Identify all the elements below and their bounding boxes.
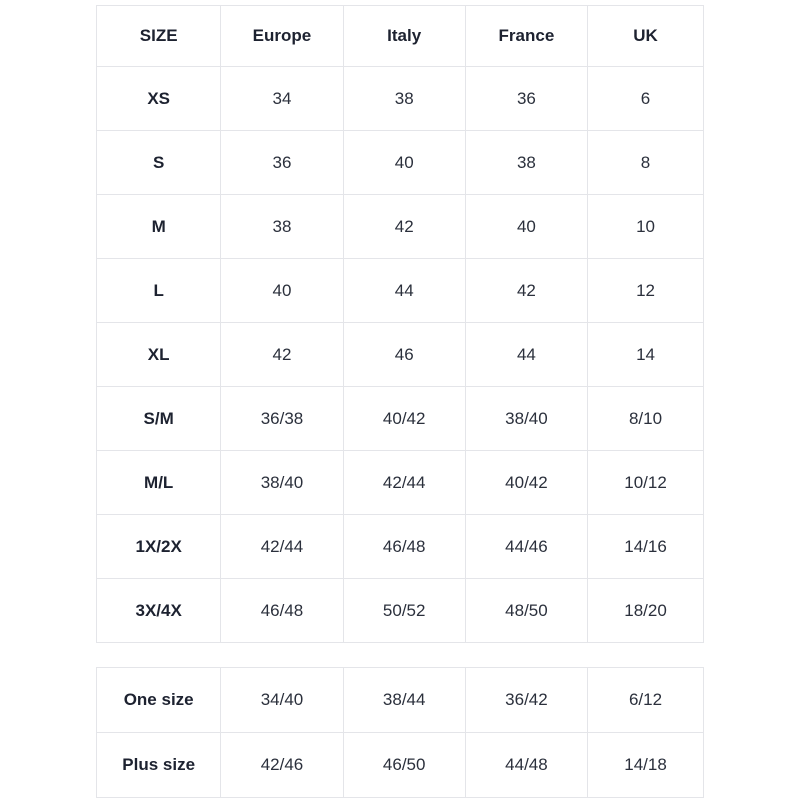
cell-uk: 10 — [588, 195, 704, 259]
row-label: M/L — [97, 451, 221, 515]
table-row — [97, 387, 704, 451]
cell-france: 38 — [465, 131, 587, 195]
column-header-europe: Europe — [221, 6, 343, 67]
table-row — [97, 579, 704, 643]
column-header-uk: UK — [588, 6, 704, 67]
table-row — [97, 323, 704, 387]
cell-italy: 46/48 — [343, 515, 465, 579]
cell-france: 42 — [465, 259, 587, 323]
cell-uk: 8 — [588, 131, 704, 195]
column-header-size: SIZE — [97, 6, 221, 67]
cell-uk: 12 — [588, 259, 704, 323]
cell-europe: 40 — [221, 259, 343, 323]
size-conversion-table — [96, 5, 704, 643]
row-label: M — [97, 195, 221, 259]
cell-europe: 42/46 — [221, 733, 343, 798]
table-row — [97, 67, 704, 131]
table-header-row — [97, 6, 704, 67]
cell-france: 36/42 — [465, 668, 587, 733]
cell-europe: 38/40 — [221, 451, 343, 515]
cell-uk: 6/12 — [588, 668, 704, 733]
cell-italy: 38/44 — [343, 668, 465, 733]
cell-italy: 50/52 — [343, 579, 465, 643]
table-row — [97, 131, 704, 195]
row-label: S — [97, 131, 221, 195]
table-body — [97, 668, 704, 798]
cell-europe: 42/44 — [221, 515, 343, 579]
cell-france: 40 — [465, 195, 587, 259]
row-label: 3X/4X — [97, 579, 221, 643]
cell-france: 44 — [465, 323, 587, 387]
one-size-table — [96, 667, 704, 798]
cell-europe: 34/40 — [221, 668, 343, 733]
size-conversion-table-wrapper — [96, 5, 704, 643]
cell-france: 36 — [465, 67, 587, 131]
cell-europe: 34 — [221, 67, 343, 131]
row-label: Plus size — [97, 733, 221, 798]
cell-uk: 6 — [588, 67, 704, 131]
cell-uk: 14/16 — [588, 515, 704, 579]
cell-italy: 42/44 — [343, 451, 465, 515]
table-header — [97, 6, 704, 67]
table-row — [97, 515, 704, 579]
cell-uk: 14/18 — [588, 733, 704, 798]
cell-france: 48/50 — [465, 579, 587, 643]
cell-europe: 38 — [221, 195, 343, 259]
cell-italy: 40 — [343, 131, 465, 195]
row-label: XS — [97, 67, 221, 131]
row-label: XL — [97, 323, 221, 387]
cell-italy: 46 — [343, 323, 465, 387]
cell-europe: 46/48 — [221, 579, 343, 643]
one-size-table-wrapper — [96, 667, 704, 798]
cell-uk: 10/12 — [588, 451, 704, 515]
cell-italy: 38 — [343, 67, 465, 131]
column-header-italy: Italy — [343, 6, 465, 67]
cell-france: 38/40 — [465, 387, 587, 451]
table-row — [97, 195, 704, 259]
table-row — [97, 668, 704, 733]
cell-uk: 18/20 — [588, 579, 704, 643]
cell-europe: 42 — [221, 323, 343, 387]
row-label: S/M — [97, 387, 221, 451]
table-row — [97, 733, 704, 798]
cell-europe: 36 — [221, 131, 343, 195]
row-label: L — [97, 259, 221, 323]
cell-uk: 14 — [588, 323, 704, 387]
cell-italy: 46/50 — [343, 733, 465, 798]
table-body — [97, 67, 704, 643]
cell-uk: 8/10 — [588, 387, 704, 451]
table-row — [97, 451, 704, 515]
cell-europe: 36/38 — [221, 387, 343, 451]
cell-france: 40/42 — [465, 451, 587, 515]
cell-italy: 40/42 — [343, 387, 465, 451]
cell-france: 44/46 — [465, 515, 587, 579]
row-label: 1X/2X — [97, 515, 221, 579]
row-label: One size — [97, 668, 221, 733]
cell-italy: 44 — [343, 259, 465, 323]
cell-italy: 42 — [343, 195, 465, 259]
table-row — [97, 259, 704, 323]
column-header-france: France — [465, 6, 587, 67]
cell-france: 44/48 — [465, 733, 587, 798]
